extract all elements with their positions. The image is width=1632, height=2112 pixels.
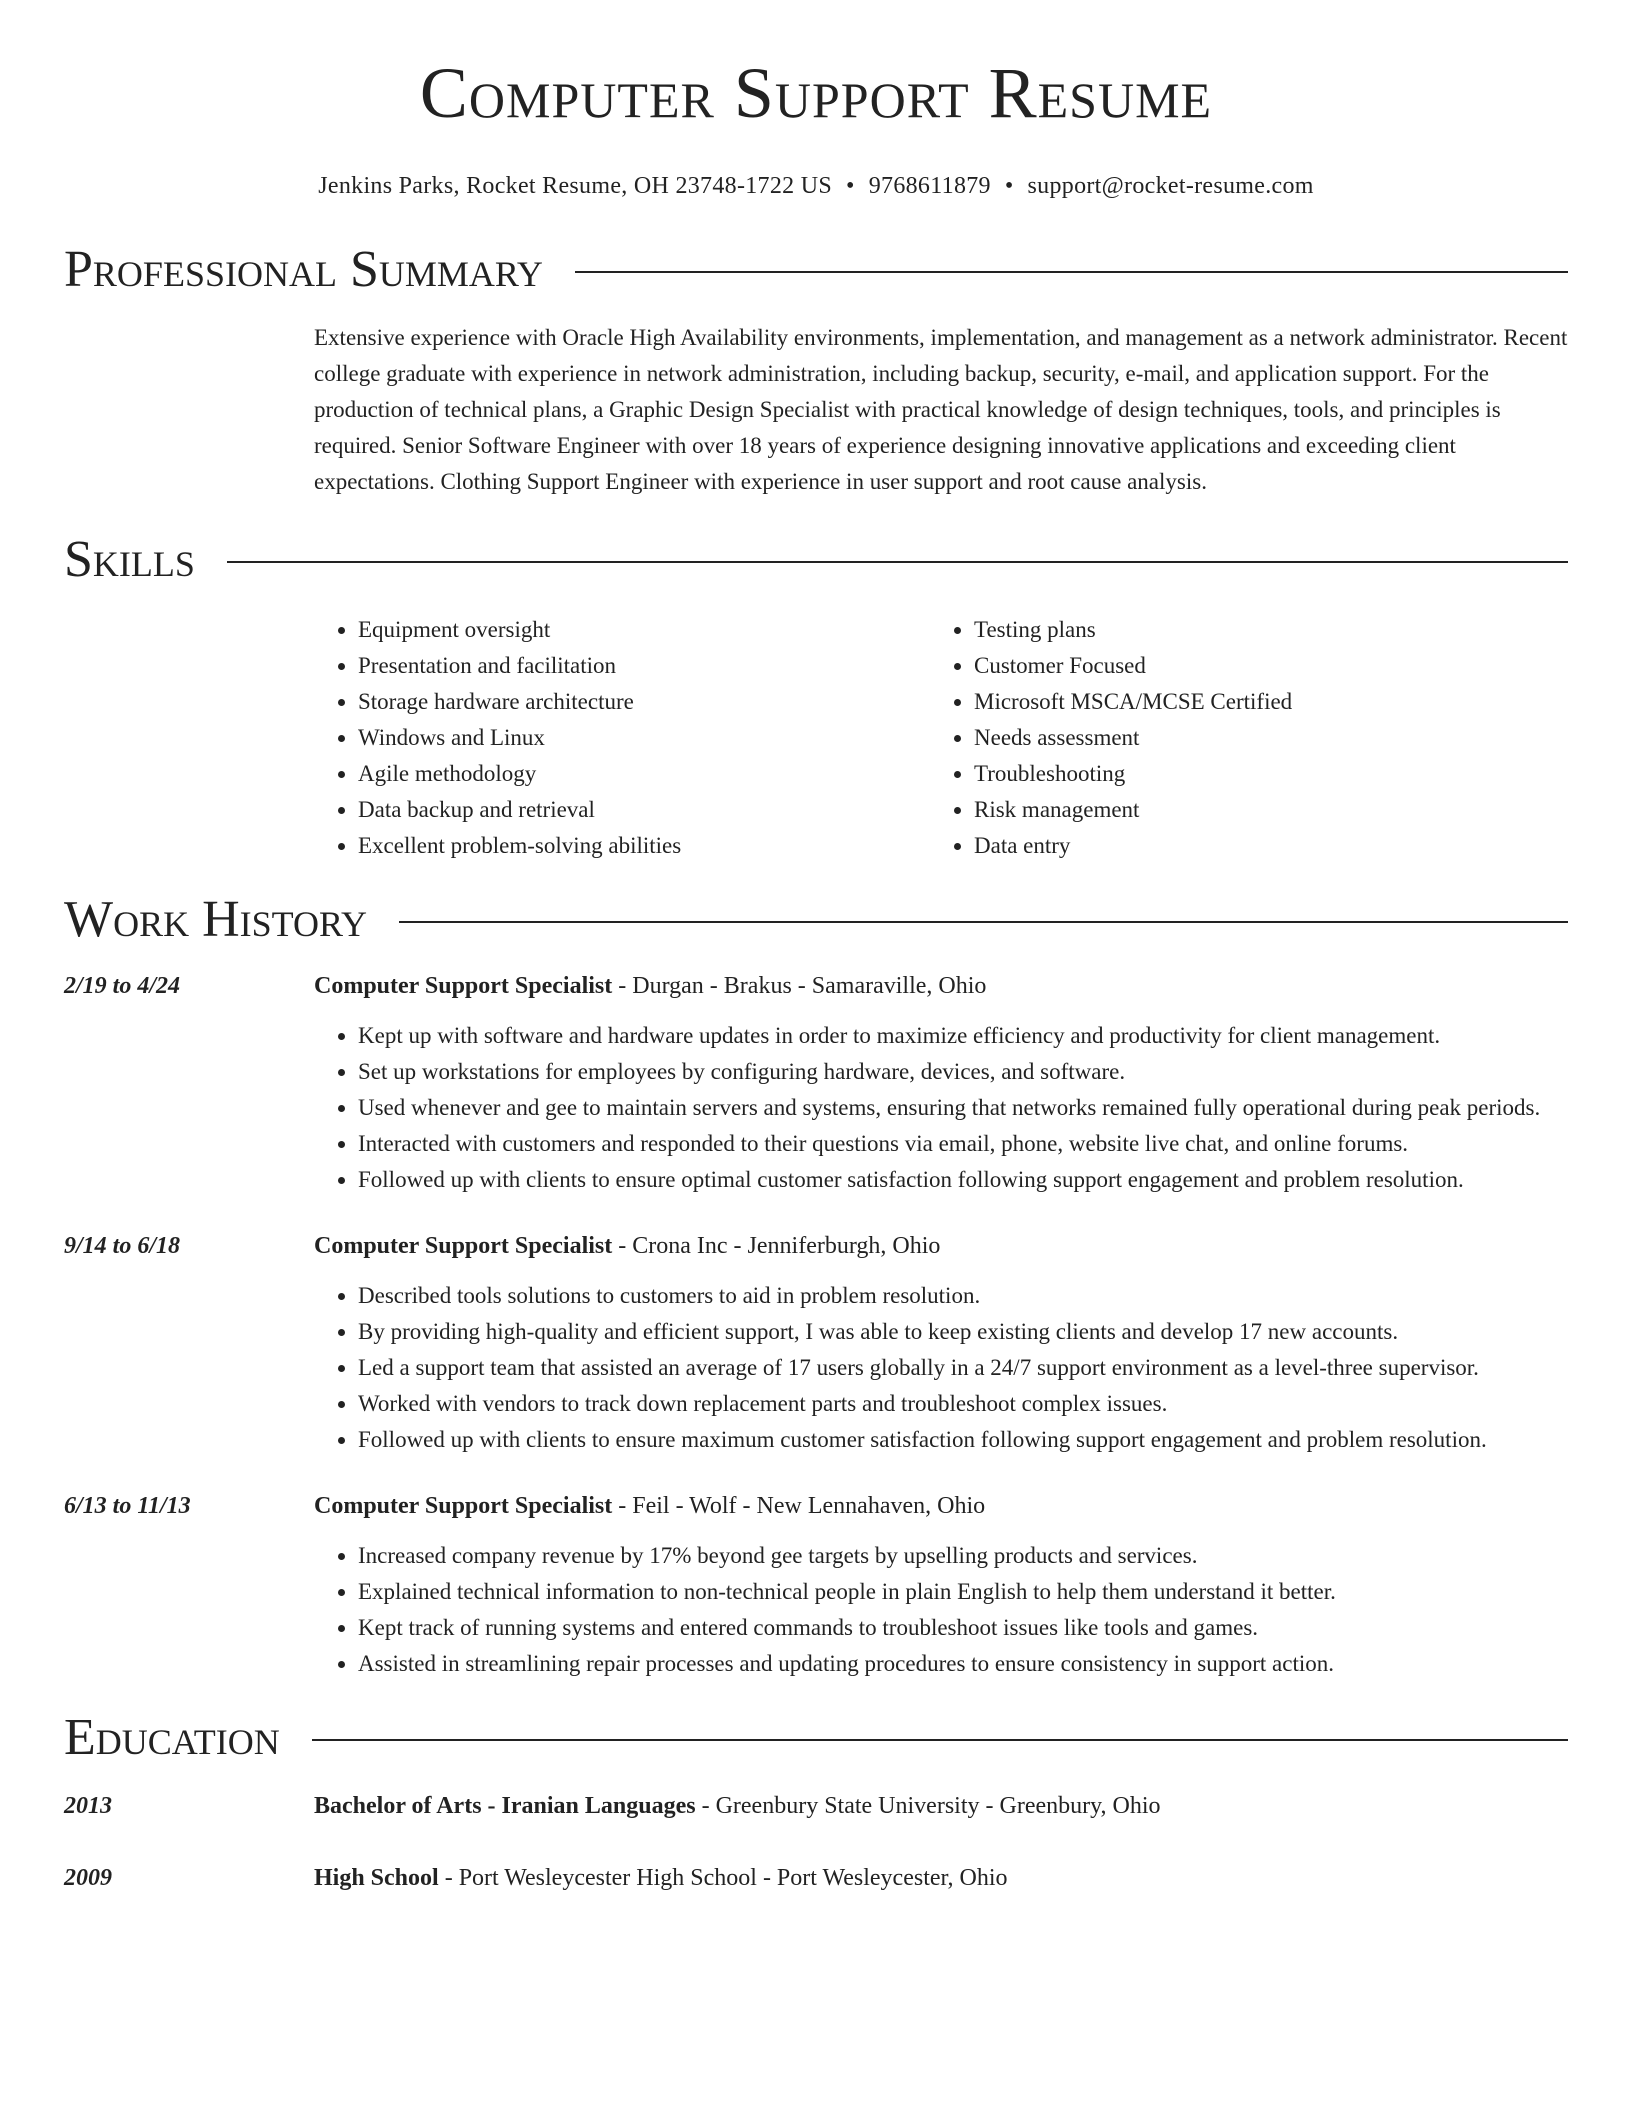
education-entry	[64, 1860, 1568, 1896]
contact-separator: •	[1004, 173, 1014, 200]
summary-section-header	[64, 241, 1568, 299]
job-bullets	[314, 1278, 1568, 1458]
job-bullet: • Kept up with software and hardware updates in order to maximize efficiency and productivity for client management.	[358, 1018, 1568, 1054]
job-entry	[64, 1488, 1568, 1682]
contact-email[interactable]: support@rocket-resume.com	[1027, 173, 1314, 200]
education-year: 2009	[64, 1865, 112, 1892]
contact-line	[64, 173, 1568, 200]
summary-text: Extensive experience with Oracle High Availability environments, implementation, and management as a network administrator. Recent college graduate with experience in network administration, including backup, security, e-mail, and application support. For the production of technical plans, a Graphic Design Specialist with practical knowledge of design techniques, tools, and principles is required. Senior Software Engineer with over 18 years of experience designing innovative applications and exceeding client expectations. Clothing Support Engineer with experience in user support and root cause analysis.	[314, 325, 1568, 495]
skills-list	[314, 612, 1568, 864]
job-bullet: • Worked with vendors to track down replacement parts and troubleshoot complex issues.	[358, 1386, 1568, 1422]
education-school: - Greenbury State University - Greenbury, Ohio	[695, 1793, 1161, 1820]
section-divider	[399, 921, 1568, 923]
skills-column-right	[930, 612, 1546, 864]
skills-section-header	[64, 531, 1568, 589]
job-bullet: • Set up workstations for employees by configuring hardware, devices, and software.	[358, 1054, 1568, 1090]
summary-heading: Professional Summary	[64, 241, 543, 299]
skill-item: • Data backup and retrieval	[358, 792, 930, 828]
job-dates: 6/13 to 11/13	[64, 1493, 191, 1520]
job-bullets	[314, 1538, 1568, 1682]
job-title-line	[314, 1488, 985, 1524]
job-company: - Crona Inc - Jenniferburgh, Ohio	[612, 1233, 941, 1260]
job-dates: 2/19 to 4/24	[64, 973, 181, 1000]
skill-item: • Needs assessment	[974, 720, 1546, 756]
education-section-header	[64, 1709, 1568, 1767]
skill-item: • Customer Focused	[974, 648, 1546, 684]
job-header	[64, 1228, 1568, 1264]
job-bullet: • Assisted in streamlining repair processes and updating procedures to ensure consistency in support action.	[358, 1646, 1568, 1682]
work-heading: Work History	[64, 891, 368, 949]
education-degree: Bachelor of Arts - Iranian Languages	[314, 1793, 696, 1820]
skills-heading: Skills	[64, 531, 195, 589]
education-year: 2013	[64, 1793, 112, 1820]
job-company: - Durgan - Brakus - Samaraville, Ohio	[612, 973, 987, 1000]
skill-item: • Excellent problem-solving abilities	[358, 828, 930, 864]
education-line	[314, 1860, 1008, 1896]
job-title: Computer Support Specialist	[314, 1233, 613, 1260]
job-entry	[64, 1228, 1568, 1458]
resume-title: Computer Support Resume	[419, 53, 1213, 133]
job-title-line	[314, 1228, 940, 1264]
job-bullet: • Led a support team that assisted an average of 17 users globally in a 24/7 support environment as a level-three supervisor.	[358, 1350, 1568, 1386]
education-entry	[64, 1788, 1568, 1824]
skill-item: • Presentation and facilitation	[358, 648, 930, 684]
skill-item: • Equipment oversight	[358, 612, 930, 648]
job-bullet: • Explained technical information to non-technical people in plain English to help them understand it better.	[358, 1574, 1568, 1610]
education-school: - Port Wesleycester High School - Port Wesleycester, Ohio	[438, 1865, 1008, 1892]
job-bullet: • Increased company revenue by 17% beyond gee targets by upselling products and services.	[358, 1538, 1568, 1574]
education-line	[314, 1788, 1161, 1824]
job-bullet: • Followed up with clients to ensure optimal customer satisfaction following support engagement and problem resolution.	[358, 1162, 1568, 1198]
skill-item: • Microsoft MSCA/MCSE Certified	[974, 684, 1546, 720]
contact-separator: •	[846, 173, 855, 200]
job-bullet: • Kept track of running systems and entered commands to troubleshoot issues like tools and games.	[358, 1610, 1568, 1646]
job-bullet: • Described tools solutions to customers to aid in problem resolution.	[358, 1278, 1568, 1314]
job-bullet: • By providing high-quality and efficient support, I was able to keep existing clients and develop 17 new accounts.	[358, 1314, 1568, 1350]
job-bullet: • Interacted with customers and responded to their questions via email, phone, website live chat, and online forums.	[358, 1126, 1568, 1162]
job-bullet: • Used whenever and gee to maintain servers and systems, ensuring that networks remained fully operational during peak periods.	[358, 1090, 1568, 1126]
skill-item: • Testing plans	[974, 612, 1546, 648]
job-entry	[64, 968, 1568, 1198]
job-title: Computer Support Specialist	[314, 973, 613, 1000]
job-title: Computer Support Specialist	[314, 1493, 613, 1520]
contact-address: Jenkins Parks, Rocket Resume, OH 23748-1722 US	[318, 173, 833, 200]
job-title-line	[314, 968, 986, 1004]
skill-item: • Data entry	[974, 828, 1546, 864]
job-bullet: • Followed up with clients to ensure maximum customer satisfaction following support engagement and problem resolution.	[358, 1422, 1568, 1458]
education-degree: High School	[314, 1865, 439, 1892]
job-header	[64, 968, 1568, 1004]
work-section-header	[64, 891, 1568, 949]
skill-item: • Windows and Linux	[358, 720, 930, 756]
section-divider	[575, 271, 1568, 273]
skills-column-left	[314, 612, 930, 864]
job-dates: 9/14 to 6/18	[64, 1233, 181, 1260]
education-heading: Education	[64, 1709, 280, 1767]
job-header	[64, 1488, 1568, 1524]
section-divider	[227, 561, 1568, 563]
job-company: - Feil - Wolf - New Lennahaven, Ohio	[612, 1493, 986, 1520]
skill-item: • Storage hardware architecture	[358, 684, 930, 720]
contact-phone: 9768611879	[868, 173, 991, 200]
skill-item: • Risk management	[974, 792, 1546, 828]
skill-item: • Troubleshooting	[974, 756, 1546, 792]
section-divider	[312, 1739, 1568, 1741]
job-bullets	[314, 1018, 1568, 1198]
skill-item: • Agile methodology	[358, 756, 930, 792]
